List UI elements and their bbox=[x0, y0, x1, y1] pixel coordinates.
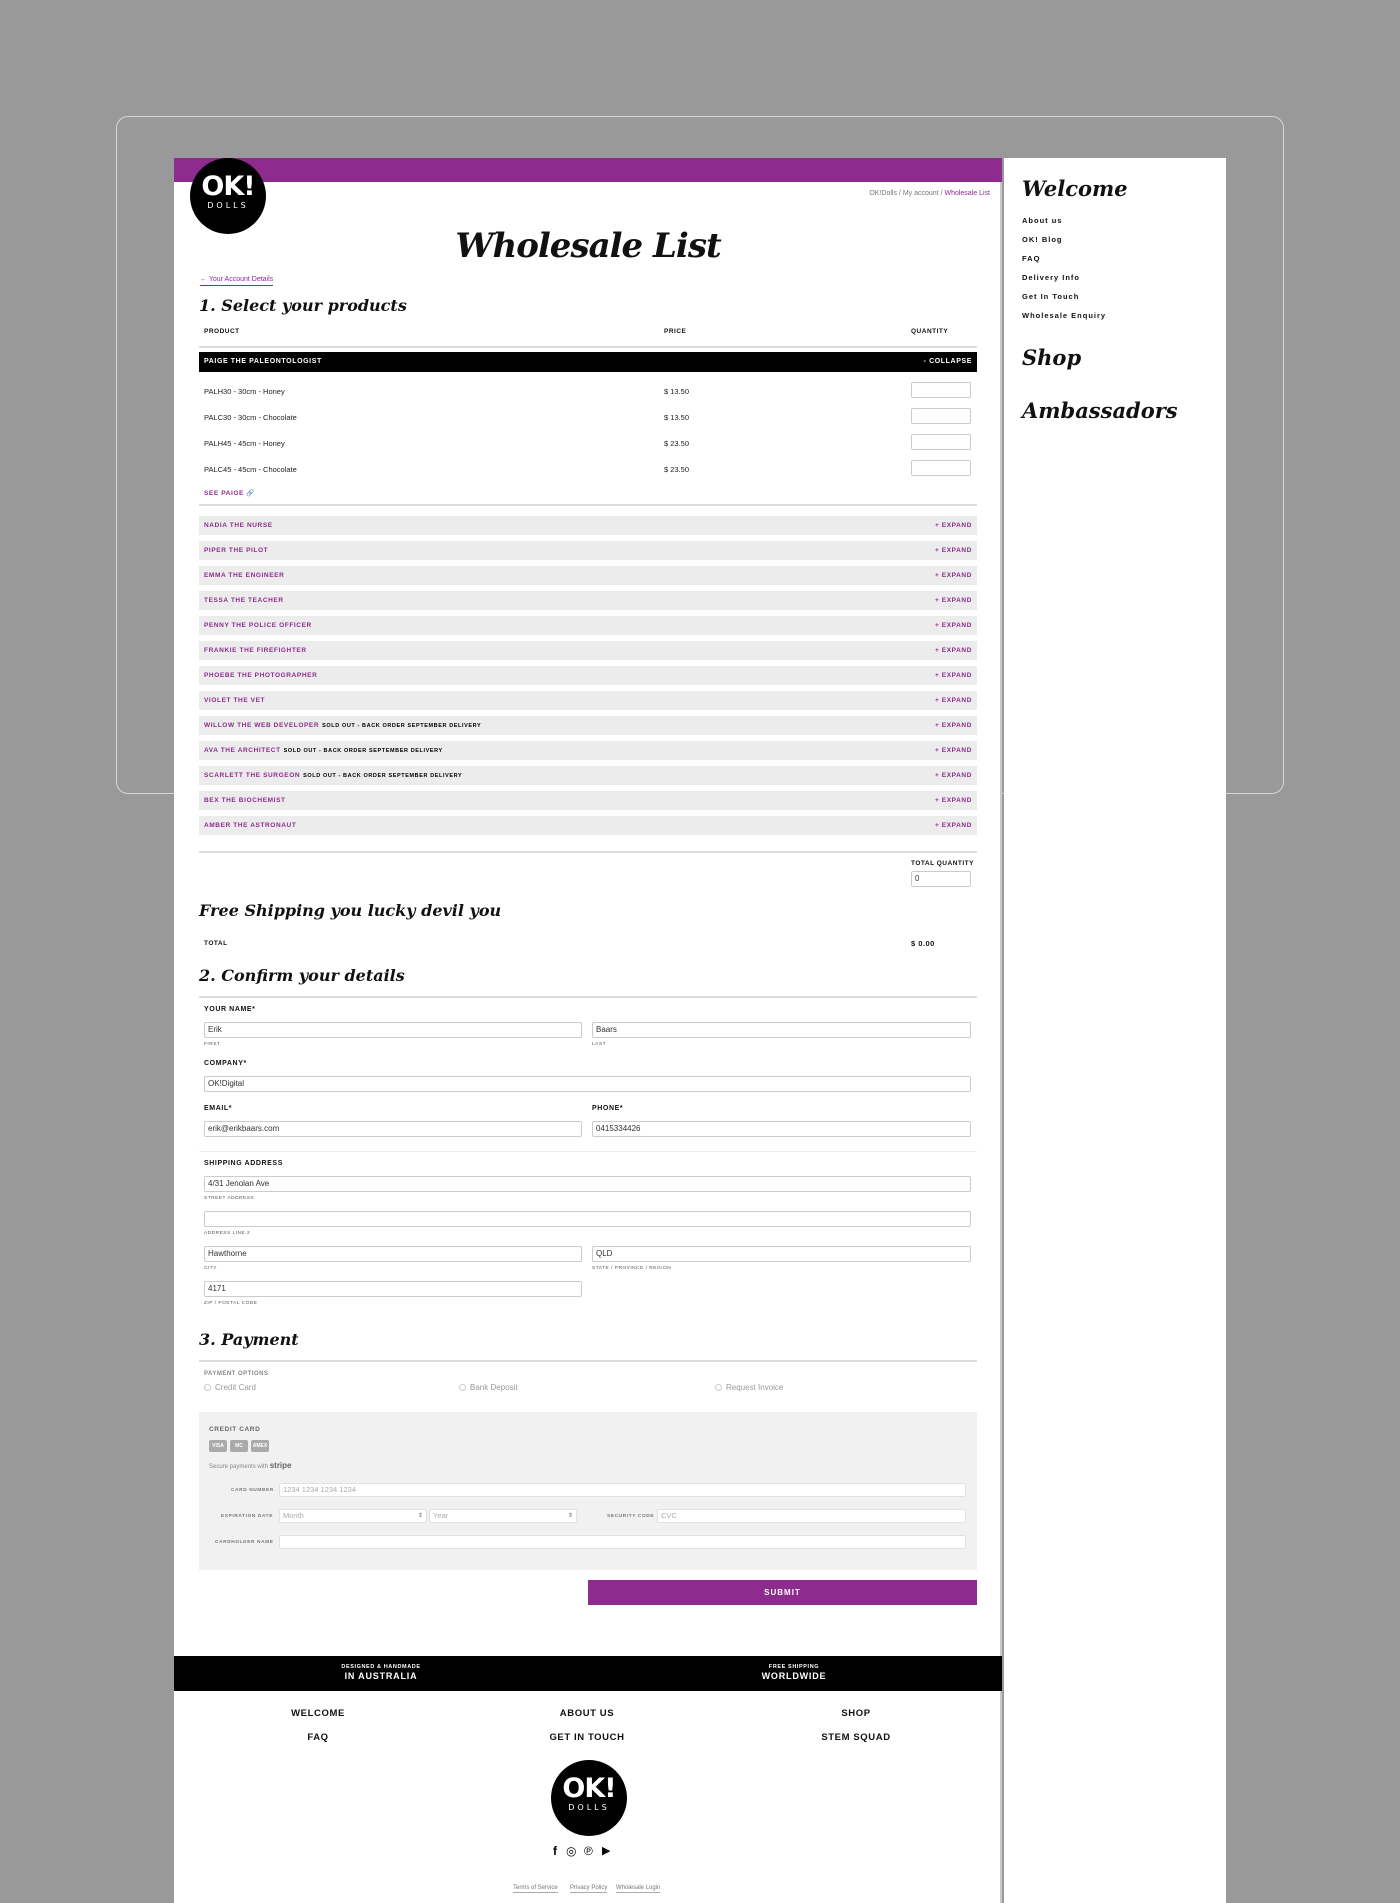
radio-icon bbox=[204, 1384, 211, 1391]
promo-text-top: FREE SHIPPING bbox=[768, 1664, 820, 1670]
pinterest-icon[interactable]: ℗ bbox=[584, 1844, 593, 1858]
month-value: Month bbox=[283, 1511, 304, 1520]
divider bbox=[199, 346, 977, 348]
product-row bbox=[199, 460, 977, 480]
see-link-label: SEE PAIGE bbox=[204, 490, 244, 497]
promo-free-shipping bbox=[694, 1664, 894, 1681]
select-arrows-icon: ⇕ bbox=[417, 1513, 423, 1519]
divider bbox=[199, 996, 977, 998]
year-select[interactable] bbox=[429, 1509, 577, 1523]
col-quantity-header: QUANTITY bbox=[911, 328, 949, 335]
step3-heading: 3. Payment bbox=[199, 1330, 299, 1349]
last-name-sublabel: LAST bbox=[592, 1042, 606, 1047]
footer-logo[interactable] bbox=[551, 1760, 627, 1836]
street-address-sublabel: STREET ADDRESS bbox=[204, 1196, 255, 1201]
address-line2-input[interactable] bbox=[204, 1211, 971, 1227]
credit-card-panel bbox=[199, 1412, 977, 1570]
product-row bbox=[199, 382, 977, 402]
year-value: Year bbox=[433, 1511, 449, 1520]
group-name: BEX THE BIOCHEMIST bbox=[204, 797, 286, 804]
shipping-heading: Free Shipping you lucky devil you bbox=[199, 901, 502, 920]
group-name: AMBER THE ASTRONAUT bbox=[204, 822, 297, 829]
divider bbox=[199, 504, 977, 506]
product-group-row[interactable] bbox=[199, 716, 977, 735]
divider bbox=[199, 851, 977, 853]
product-name: PALH30 - 30cm - Honey bbox=[204, 387, 285, 396]
sidebar-shop-heading[interactable]: Shop bbox=[1022, 345, 1082, 370]
group-name: WILLOW THE WEB DEVELOPER bbox=[204, 722, 320, 729]
product-group-row[interactable] bbox=[199, 641, 977, 660]
sidebar-link-contact[interactable]: Get In Touch bbox=[1022, 292, 1080, 301]
product-group-row[interactable] bbox=[199, 566, 977, 585]
group-name: PIPER THE PILOT bbox=[204, 547, 269, 554]
product-price: $ 13.50 bbox=[664, 387, 690, 396]
col-price-header: PRICE bbox=[664, 328, 687, 335]
expand-button[interactable]: + EXPAND bbox=[934, 622, 972, 629]
product-group-row[interactable] bbox=[199, 816, 977, 835]
sidebar-ambassadors-heading[interactable]: Ambassadors bbox=[1022, 398, 1178, 423]
expand-button[interactable]: + EXPAND bbox=[934, 822, 972, 829]
product-group-row[interactable] bbox=[199, 541, 977, 560]
card-number-input[interactable]: 1234 1234 1234 1234 bbox=[279, 1483, 966, 1497]
sidebar-link-faq[interactable]: FAQ bbox=[1022, 254, 1041, 263]
stripe-logo: stripe bbox=[269, 1461, 292, 1470]
address-line2-sublabel: ADDRESS LINE 2 bbox=[204, 1231, 251, 1236]
footer-link-about[interactable]: ABOUT US bbox=[559, 1708, 615, 1719]
product-price: $ 13.50 bbox=[664, 413, 690, 422]
expand-button[interactable]: + EXPAND bbox=[934, 647, 972, 654]
radio-bank-deposit[interactable] bbox=[459, 1383, 518, 1392]
product-group-open[interactable] bbox=[199, 352, 977, 372]
group-name: PENNY THE POLICE OFFICER bbox=[204, 622, 312, 629]
account-details-link[interactable]: ← Your Account Details bbox=[200, 276, 273, 286]
month-select[interactable] bbox=[279, 1509, 427, 1523]
expand-button[interactable]: + EXPAND bbox=[934, 797, 972, 804]
collapse-button[interactable]: - COLLAPSE bbox=[923, 358, 972, 365]
email-label: EMAIL* bbox=[204, 1105, 233, 1112]
payment-options-label: PAYMENT OPTIONS bbox=[204, 1371, 269, 1377]
group-note: SOLD OUT - BACK ORDER SEPTEMBER DELIVERY bbox=[303, 773, 463, 779]
company-input[interactable]: OK!Digital bbox=[204, 1076, 971, 1092]
first-name-input[interactable]: Erik bbox=[204, 1022, 582, 1038]
radio-label: Credit Card bbox=[215, 1383, 256, 1392]
radio-icon bbox=[715, 1384, 722, 1391]
total-value: $ 0.00 bbox=[911, 939, 935, 948]
logo-dolls-text: DOLLS bbox=[568, 1803, 610, 1812]
radio-request-invoice[interactable] bbox=[715, 1383, 783, 1392]
divider bbox=[199, 1151, 977, 1152]
total-quantity-label: TOTAL QUANTITY bbox=[911, 860, 974, 867]
group-name: EMMA THE ENGINEER bbox=[204, 572, 285, 579]
product-price: $ 23.50 bbox=[664, 465, 690, 474]
sidebar-link-about[interactable]: About us bbox=[1022, 216, 1063, 225]
radio-label: Bank Deposit bbox=[470, 1383, 518, 1392]
expand-button[interactable]: + EXPAND bbox=[934, 547, 972, 554]
expiration-label: EXPIRATION DATE bbox=[221, 1514, 273, 1519]
group-name: SCARLETT THE SURGEON bbox=[204, 772, 301, 779]
logo-dolls-text: DOLLS bbox=[207, 201, 249, 210]
expand-button[interactable]: + EXPAND bbox=[934, 747, 972, 754]
group-name: PAIGE THE PALEONTOLOGIST bbox=[204, 358, 322, 365]
product-group-row[interactable] bbox=[199, 516, 977, 535]
company-label: COMPANY* bbox=[204, 1060, 247, 1067]
group-name: AVA THE ARCHITECT bbox=[204, 747, 281, 754]
step1-heading: 1. Select your products bbox=[199, 296, 407, 315]
quantity-input[interactable] bbox=[911, 382, 971, 398]
name-label: YOUR NAME* bbox=[204, 1006, 256, 1013]
cardholder-name-label: CARDHOLDER NAME bbox=[215, 1540, 274, 1545]
sidebar-link-wholesale[interactable]: Wholesale Enquiry bbox=[1022, 311, 1107, 320]
quantity-input[interactable] bbox=[911, 408, 971, 424]
shipping-address-label: SHIPPING ADDRESS bbox=[204, 1160, 283, 1167]
total-label: TOTAL bbox=[204, 940, 228, 947]
state-input[interactable]: QLD bbox=[592, 1246, 971, 1262]
group-note: SOLD OUT - BACK ORDER SEPTEMBER DELIVERY bbox=[283, 748, 443, 754]
breadcrumb-account[interactable]: My account bbox=[902, 190, 939, 197]
expand-button[interactable]: + EXPAND bbox=[934, 597, 972, 604]
wholesale-login-link[interactable]: Wholesale Login bbox=[616, 1885, 661, 1891]
cvc-input[interactable]: CVC bbox=[657, 1509, 966, 1523]
product-name: PALC45 - 45cm - Chocolate bbox=[204, 465, 297, 474]
phone-label: PHONE* bbox=[592, 1105, 624, 1112]
group-name: NADIA THE NURSE bbox=[204, 522, 273, 529]
credit-card-label: CREDIT CARD bbox=[209, 1426, 261, 1433]
group-note: SOLD OUT - BACK ORDER SEPTEMBER DELIVERY bbox=[322, 723, 482, 729]
expand-button[interactable]: + EXPAND bbox=[934, 572, 972, 579]
expand-button[interactable]: + EXPAND bbox=[934, 722, 972, 729]
amex-icon: AMEX bbox=[251, 1440, 269, 1452]
breadcrumb-home[interactable]: OK!Dolls bbox=[869, 190, 897, 197]
promo-text-bottom: IN AUSTRALIA bbox=[344, 1671, 418, 1681]
quantity-input[interactable] bbox=[911, 434, 971, 450]
breadcrumb-current: Wholesale List bbox=[944, 190, 990, 197]
product-group-row[interactable] bbox=[199, 691, 977, 710]
product-name: PALH45 - 45cm - Honey bbox=[204, 439, 285, 448]
top-bar bbox=[174, 158, 1002, 182]
group-name: FRANKIE THE FIREFIGHTER bbox=[204, 647, 307, 654]
phone-input[interactable]: 0415334426 bbox=[592, 1121, 971, 1137]
group-name: VIOLET THE VET bbox=[204, 697, 266, 704]
card-number-label: CARD NUMBER bbox=[231, 1488, 274, 1493]
city-input[interactable]: Hawthorne bbox=[204, 1246, 582, 1262]
sidebar-link-delivery[interactable]: Delivery Info bbox=[1022, 273, 1081, 282]
city-sublabel: CITY bbox=[204, 1266, 217, 1271]
product-group-row[interactable] bbox=[199, 766, 977, 785]
link-icon: 🔗 bbox=[246, 490, 256, 497]
footer-link-contact[interactable]: GET IN TOUCH bbox=[549, 1732, 625, 1743]
expand-button[interactable]: + EXPAND bbox=[934, 697, 972, 704]
product-group-row[interactable] bbox=[199, 591, 977, 610]
logo[interactable] bbox=[190, 158, 266, 234]
radio-icon bbox=[459, 1384, 466, 1391]
sidebar-welcome-heading[interactable]: Welcome bbox=[1022, 176, 1128, 201]
submit-button[interactable]: SUBMIT bbox=[588, 1580, 977, 1605]
state-sublabel: STATE / PROVINCE / REGION bbox=[592, 1266, 672, 1271]
zip-input[interactable]: 4171 bbox=[204, 1281, 582, 1297]
footer-link-welcome[interactable]: WELCOME bbox=[291, 1708, 345, 1719]
select-arrows-icon: ⇕ bbox=[567, 1513, 573, 1519]
logo-ok-text: OK! bbox=[562, 1773, 616, 1804]
zip-sublabel: ZIP / POSTAL CODE bbox=[204, 1301, 258, 1306]
email-input[interactable]: erik@erikbaars.com bbox=[204, 1121, 582, 1137]
cardholder-name-input[interactable] bbox=[279, 1535, 966, 1549]
promo-bar bbox=[174, 1656, 1002, 1691]
footer-link-faq[interactable]: FAQ bbox=[307, 1732, 329, 1743]
quantity-input[interactable] bbox=[911, 460, 971, 476]
visa-icon: VISA bbox=[209, 1440, 227, 1452]
expand-button[interactable]: + EXPAND bbox=[934, 672, 972, 679]
product-group-row[interactable] bbox=[199, 791, 977, 810]
breadcrumb bbox=[869, 190, 990, 197]
product-name: PALC30 - 30cm - Chocolate bbox=[204, 413, 297, 422]
product-row bbox=[199, 408, 977, 428]
product-group-row[interactable] bbox=[199, 666, 977, 685]
sidebar-link-blog[interactable]: OK! Blog bbox=[1022, 235, 1063, 244]
secure-text: Secure payments with bbox=[209, 1464, 269, 1470]
product-row bbox=[199, 434, 977, 454]
footer-link-shop[interactable]: SHOP bbox=[841, 1708, 871, 1719]
see-product-link[interactable] bbox=[204, 489, 255, 497]
secure-payments-note bbox=[209, 1461, 292, 1470]
sidebar bbox=[1004, 158, 1226, 1903]
logo-ok-text: OK! bbox=[201, 171, 255, 202]
mastercard-icon: MC bbox=[230, 1440, 248, 1452]
security-code-label: SECURITY CODE bbox=[607, 1514, 655, 1519]
product-group-row[interactable] bbox=[199, 741, 977, 760]
step2-heading: 2. Confirm your details bbox=[199, 966, 405, 985]
product-price: $ 23.50 bbox=[664, 439, 690, 448]
privacy-link[interactable]: Privacy Policy bbox=[570, 1885, 608, 1891]
radio-label: Request Invoice bbox=[726, 1383, 784, 1392]
promo-made-in-australia bbox=[281, 1664, 481, 1681]
instagram-icon[interactable]: ◎ bbox=[566, 1844, 577, 1858]
expand-button[interactable]: + EXPAND bbox=[934, 522, 972, 529]
breadcrumb-separator: / bbox=[898, 190, 901, 197]
product-group-row[interactable] bbox=[199, 616, 977, 635]
expand-button[interactable]: + EXPAND bbox=[934, 772, 972, 779]
breadcrumb-separator: / bbox=[940, 190, 943, 197]
col-product-header: PRODUCT bbox=[204, 328, 240, 335]
youtube-icon[interactable]: ▶ bbox=[602, 1845, 611, 1857]
main-page bbox=[174, 158, 1002, 1903]
footer-link-stem-squad[interactable]: STEM SQUAD bbox=[821, 1732, 891, 1743]
radio-credit-card[interactable] bbox=[204, 1383, 256, 1392]
total-quantity-field: 0 bbox=[911, 871, 971, 887]
group-name: PHOEBE THE PHOTOGRAPHER bbox=[204, 672, 318, 679]
last-name-input[interactable]: Baars bbox=[592, 1022, 971, 1038]
promo-text-bottom: WORLDWIDE bbox=[761, 1671, 827, 1681]
page-title: Wholesale List bbox=[455, 226, 721, 266]
terms-link[interactable]: Terms of Service bbox=[513, 1885, 558, 1891]
first-name-sublabel: FIRST bbox=[204, 1042, 221, 1047]
divider bbox=[199, 1360, 977, 1362]
street-address-input[interactable]: 4/31 Jenolan Ave bbox=[204, 1176, 971, 1192]
facebook-icon[interactable]: f bbox=[553, 1844, 557, 1858]
promo-text-top: DESIGNED & HANDMADE bbox=[341, 1664, 421, 1670]
group-name: TESSA THE TEACHER bbox=[204, 597, 284, 604]
